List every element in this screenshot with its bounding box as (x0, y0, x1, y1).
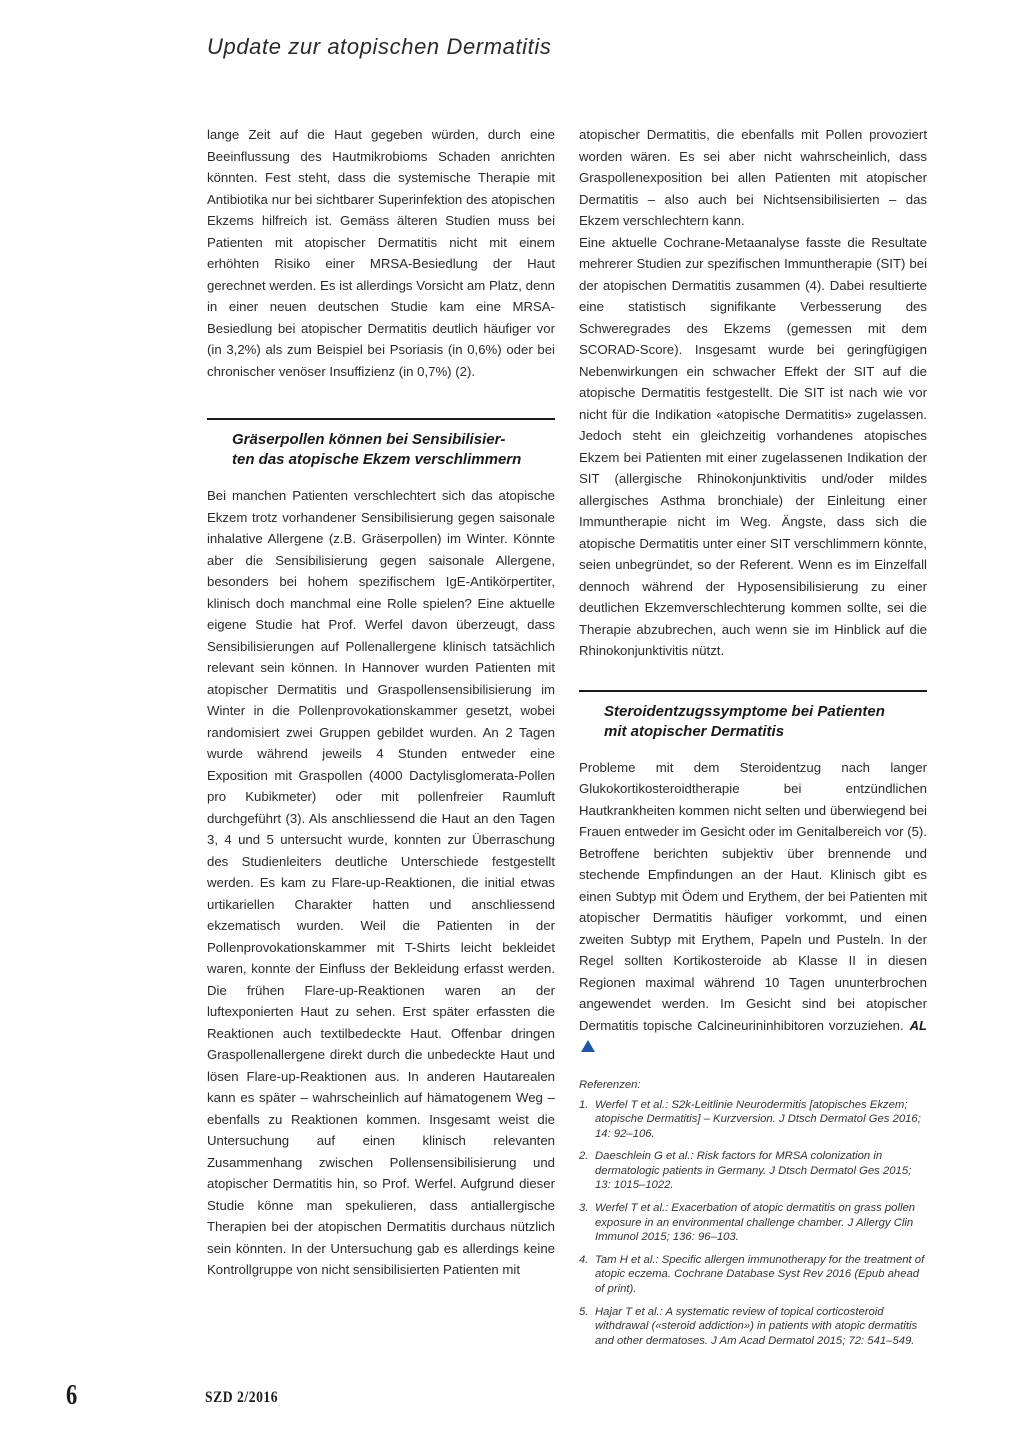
heading-line: ten das atopische Ekzem verschlimmern (232, 451, 522, 468)
reference-item (579, 1253, 927, 1297)
body-paragraph: Eine aktuelle Cochrane-Metaanalyse fasste die Resultate mehrerer Studien zur spezifischen Immuntherapie (SIT) bei der atopischen Dermatitis zusammen (4). Dabei resultierte eine statistisch signifikante Verbesserung des Schweregrades des Ekzems (gemessen mit dem SCORAD-Score). Insgesamt wurde bei geringfügigen Nebenwirkungen ein schwacher Effekt der SIT auf die atopische Dermatitis festgestellt. Die SIT ist nach wie vor nicht für die Indikation «atopische Dermatitis» zugelassen. Jedoch steht ein gleichzeitig vorhandenes atopisches Ekzem bei Patienten mit einer zugelassenen Indikation der SIT (allergische Rhinokonjunktivitis und/oder mildes allergisches Asthma bronchiale) der Einleitung einer Immuntherapie nicht im Weg. Ängste, dass sich die atopische Dermatitis unter einer SIT verschlimmern könnte, seien unbegründet, so der Referent. Wenn es im Einzelfall dennoch während der Hyposensibilisierung zu einer deutlichen Ekzemverschlechterung kommen sollte, sei die Therapie abzubrechen, auch wenn sie im Hinblick auf die Rhinokonjunktivitis nützt. (579, 234, 927, 658)
reference-number: 2. (579, 1150, 589, 1163)
running-title: Update zur atopischen Dermatitis (207, 34, 552, 59)
reference-text: Daeschlein G et al.: Risk factors for MRSA colonization in dermatologic patients in Germany. J Dtsch Dermatol Ges 2015; 13: 1015–1022. (595, 1150, 912, 1192)
body-paragraph-last (579, 757, 927, 1058)
reference-number: 5. (579, 1305, 589, 1318)
paragraph-text: Probleme mit dem Steroidentzug nach langer Glukokortikosteroidtherapie bei entzündlichen Hautkrankheiten kommen nicht selten und überwiegend bei Frauen entweder im Gesicht oder im Genitalbereich vor (5). Betroffene berichten subjektiv über brennende und stechende Empfindungen an der Haut. Klinisch gibt es einen Subtyp mit Ödem und Erythem, der bei Patienten mit atopischer Dermatitis häufiger vorkommt, und einen zweiten Subtyp mit Erythem, Papeln und Pusteln. In der Regel sollten Kortikosteroide ab Klasse II in diesen Regionen maximal während 10 Tagen ununterbrochen angewendet werden. Im Gesicht sind bei atopischer Dermatitis topische Calcineurininhibitoren vorzuziehen. (579, 759, 927, 1033)
reference-item (579, 1098, 927, 1142)
reference-item (579, 1201, 927, 1245)
body-paragraph: Bei manchen Patienten verschlechtert sich das atopische Ekzem trotz vorhandener Sensibilisierung gegen saisonale inhalative Allergene (z.B. Gräserpollen) im Winter. Könnte aber die Sensibilisierung gegen saisonale Allergene, besonders bei hohem spezifischem IgE-Antikörpertiter, klinisch doch manchmal eine Rolle spielen? Eine aktuelle eigene Studie hat Prof. Werfel davon überzeugt, dass Sensibilisierungen auf Pollenallergene klinisch tatsächlich relevant sein können. In Hannover wurden Patienten mit atopischer Dermatitis und Graspollensensibilisierung im Winter in die Pollenprovokationskammer gesetzt, wobei randomisiert zwei Gruppen gebildet wurden. An 2 Tagen wurde während jeweils 4 Stunden entweder eine Exposition mit Graspollen (4000 Dactylisglomerata-Pollen pro Kubikmeter) oder mit pollenfreier Raumluft durchgeführt (3). Als anschliessend die Haut an den Tagen 3, 4 und 5 untersucht wurde, konnten zur Überraschung des Studienleiters deutliche Unterschiede festgestellt werden. Es kam zu Flare-up-Reaktionen, die initial etwas urtikariellen Charakter hatten und anschliessend ekzematisch wurden. Weil die Patienten in der Pollenprovokationskammer mit T-Shirts leicht bekleidet waren, konnte der Einfluss der Bekleidung erfasst werden. Die frühen Flare-up-Reaktionen waren an der luftexponierten Haut zu sehen. Erst später erfassten die Reaktionen auch textilbedeckte Haut. Offenbar dringen Graspollenallergene direkt durch die unbedeckte Haut und lösen Flare-up-Reaktionen aus. In anderen Hautarealen kann es später – wahrscheinlich auf hämatogenem Weg – ebenfalls zu Reaktionen kommen. Insgesamt weist die Untersuchung auf einen klinisch relevanten Zusammenhang zwischen Pollensensibilisierung und atopischer Dermatitis hin, so Prof. Werfel. Aufgrund dieser Studie könne man spekulieren, dass antiallergische Therapien bei der atopischen Dermatitis durchaus nützlich sein könnten. In der Untersuchung gab es allerdings keine Kontrollgruppe von nicht sensibilisierten Patienten mit (207, 488, 555, 1277)
reference-number: 1. (579, 1098, 589, 1111)
heading-line: Gräserpollen können bei Sensibilisier- (232, 431, 506, 448)
body-paragraph: atopischer Dermatitis, die ebenfalls mit Pollen provoziert worden wären. Es sei aber nicht wahrscheinlich, dass Graspollenexposition bei allen Patienten mit atopischer Dermatitis – also auch bei Nichtsensibilisierten – das Ekzem verschlechtern kann. (579, 127, 927, 228)
right-column (579, 124, 927, 1356)
reference-number: 4. (579, 1253, 589, 1266)
reference-text: Werfel T et al.: Exacerbation of atopic dermatitis on grass pollen exposure in an environmental challenge chamber. J Allergy Clin Immunol 2015; 136: 96–103. (595, 1202, 916, 1244)
reference-text: Hajar T et al.: A systematic review of topical corticosteroid withdrawal («steroid addiction») in patients with atopic dermatitis and other dermatoses. J Am Acad Dermatol 2015; 72: 541–549. (595, 1305, 918, 1347)
references-title: Referenzen: (579, 1078, 641, 1091)
body-paragraph: lange Zeit auf die Haut gegeben würden, durch eine Beeinflussung des Hautmikrobioms Schaden anrichten könnten. Fest steht, dass die systemische Therapie mit Antibiotika nur bei sichtbarer Superinfektion des atopischen Ekzems hilfreich ist. Gemäss älteren Studien muss bei Patienten mit atopischer Dermatitis nicht mit einem erhöhten Risiko einer MRSA-Besiedlung der Haut gerechnet werden. Es ist allerdings Vorsicht am Platz, denn in einer neuen deutschen Studie kam eine MRSA-Besiedlung bei atopischer Dermatitis deutlich häufiger vor (in 3,2%) als zum Beispiel bei Psoriasis (in 0,6%) oder bei chronischer venöser Insuffizienz (in 0,7%) (2). (207, 127, 555, 379)
section-heading-steroidentzug (579, 690, 927, 742)
reference-item (579, 1149, 927, 1193)
heading-line: Steroidentzugssymptome bei Patienten (604, 702, 885, 720)
reference-text: Tam H et al.: Specific allergen immunotherapy for the treatment of atopic eczema. Cochrane Database Syst Rev 2016 (Epub ahead of print). (595, 1253, 925, 1296)
journal-issue: SZD 2/2016 (205, 1389, 279, 1406)
reference-text: Werfel T et al.: S2k-Leitlinie Neurodermitis [atopisches Ekzem; atopische Dermatitis] – Kurzversion. J Dtsch Dermatol Ges 2016; 14: 92–106. (595, 1098, 921, 1140)
left-column (207, 124, 555, 1281)
end-triangle-icon (581, 1040, 595, 1052)
section-heading-graeserpollen (207, 418, 555, 470)
reference-number: 3. (579, 1202, 589, 1215)
page-number: 6 (66, 1380, 78, 1411)
heading-line: mit atopischer Dermatitis (604, 722, 785, 740)
references-list (579, 1098, 927, 1349)
reference-item (579, 1305, 927, 1349)
references (579, 1078, 927, 1349)
author-initials: AL (909, 1017, 927, 1033)
